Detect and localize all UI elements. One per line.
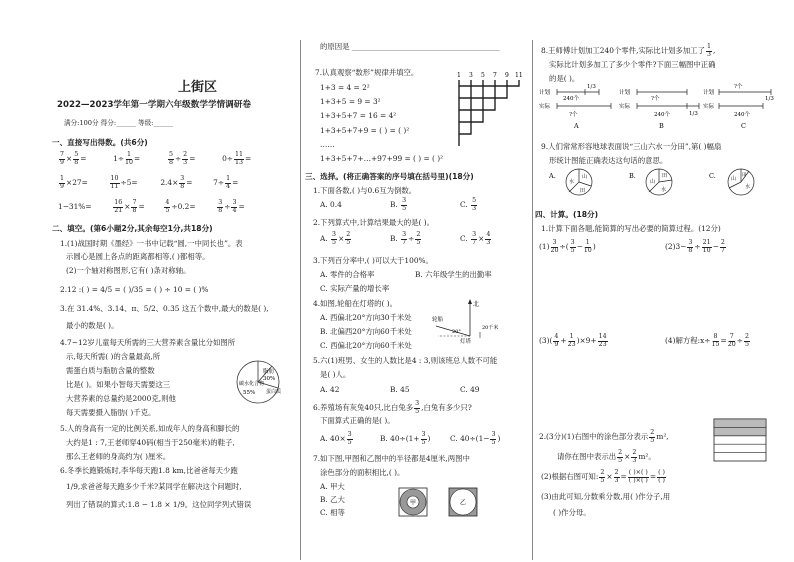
pie-option-a: A. [549,172,556,180]
section3-title: 三、选择。(将正确答案的序号填在括号里)(18分) [305,172,474,181]
calc-q2-line1: 2.(3分)(1)右图中的涂色部分表示 $\frac{2}{5}$ m², [539,429,669,444]
diagram-b-plan: 计划 [619,90,631,96]
choice-q7-b: B. 乙大 [320,495,345,504]
diagram-a-240: 240个 [563,96,579,102]
choice-q4-b: B. 北偏西20°方向60千米处 [320,327,412,336]
choice-q7-line1: 7.如下图,甲图和乙图中的半径都是4厘米,两图中 [313,454,470,463]
pie-c-field: 田 [742,173,747,178]
oral-row-1: $\frac{7}{9}$ × $\frac{5}{8}$ = 1÷ $\frac{1}{10}$ = $\frac{5}{8}$ ÷ $\frac{2}{3}$ = 0÷ $\frac{11}{13}$ = [60,151,252,166]
pie-label-carb-pct: 55% [243,390,256,396]
choice-q3: 3.下列百分率中,( )可以大于100%。 [313,256,433,265]
choice-q7-c: C. 相等 [320,508,345,517]
calc-q2-line4: (3)由此可知,分数乘分数,用( )作分子,用 [541,492,671,501]
fill-q6-line1: 6.冬季长跑锻炼时,李华每天跑1.8 km,比爸爸每天少跑 [60,466,238,475]
fill-q3-line1: 3.在 31.4%、3.14、π、5/2、0.35 这五个数中,最大的数是( ), [60,304,269,313]
grid-label-7: 7 [493,72,497,79]
choice-q3-b: B. 六年级学生的出勤率 [415,270,492,279]
pattern-line-5: …… [320,140,335,149]
pie-c-mountain: 山 [731,176,737,182]
fill-q1-line3: (2)一个轴对称图形,它有( )条对称轴。 [66,266,191,275]
diagram-c-240: 240个 [734,112,750,118]
segment-diagrams [539,84,779,130]
calc-q1-2: (2)3− $\frac{3}{8}$ ÷ $\frac{21}{10}$ − $\frac{2}{7}$ [665,239,725,254]
choice-q6-a: A. 40× $\frac{3}{5}$ [320,431,352,446]
column-divider-2 [532,40,533,560]
diagram-c-actual: 实际 [703,104,715,110]
calc-q1-title: 1.计算下面各题,能简算的写出必要的简算过程。(12分) [541,224,721,233]
pie-b-field: 田 [662,173,668,179]
left-column [52,0,292,562]
fill-q7-title: 7.认真观察“数形”规律并填空。 [315,68,419,77]
pattern-line-3: 1+3+5+7 = 16 = 4² [320,111,397,120]
fill-q5-line2: 大约是1 : 7,王老师穿40码(相当于250毫米)的鞋子, [66,438,235,447]
pie-label-carb: 碳水化合物 [239,381,265,387]
diagram-a-unknown: ?个 [569,112,578,118]
pie-b-mountain: 山 [650,179,656,185]
page-title: 上街区 [178,80,218,95]
diagram-c-plan: 计划 [703,90,715,96]
page-subtitle: 2022—2023学年第一学期六年级数学学情调研卷 [57,100,251,110]
angle-label: 20° [452,329,461,335]
pie-label-fat-pct: 30% [263,376,276,382]
diagram-a-fraction: 1/3 [587,84,596,90]
section2-title: 二、填空。(第6小题2分,其余每空1分,共18分) [52,224,213,233]
figure-label-jia: 甲 [410,499,417,507]
oral-row-2: $\frac{1}{9}$ ×27= $\frac{10}{11}$ ÷5= 2.4× $\frac{3}{8}$ = 7÷ $\frac{1}{4}$ = [60,175,239,190]
lighthouse-label: 灯塔 [460,339,472,345]
calc-q2-line3: (2)根据右图可知: $\frac{2}{5}$ × $\frac{2}{3}$ = $\frac{( )\times( )}{( )\times( )}$ = $\frac{( )}{( )}$ [541,469,665,484]
fill-q4-line6: 每天需要摄入脂肪( )千克。 [66,408,156,417]
pie-option-b: B. [629,172,636,180]
choice-q9-line2: 形统计图能正确表达这句话的意思。 [549,156,668,165]
pattern-line-1: 1+3 = 4 = 2² [320,83,370,92]
choice-q5-line1: 5.六(1)班男、女生的人数比是4 : 3,则该班总人数不可能 [313,356,498,365]
choice-q9-line1: 9.人们常常形容地球表面说“三山六水一分田”,第( )幅扇 [541,142,722,151]
diagram-a-plan: 计划 [539,90,551,96]
scale-label: 20千米 [482,325,499,331]
choice-q2-b: B. $\frac{3}{7}$ ÷ $\frac{2}{5}$ [390,231,421,246]
fill-q6-line2: 1/9,求爸爸每天跑多少千米?某同学在解决这个问题时, [66,482,242,491]
pie-label-protein: 蛋白质 [266,389,282,395]
fill-q4-line2: 示,每天所需( )的含量最高,所 [66,352,161,361]
fill-q1-line1: 1.(1)战国时期《墨经》一书中记载“圆,一中同长也”。表 [60,239,243,248]
diagram-b-unknown: ?个 [651,96,660,102]
area-model-figure [713,418,769,464]
calc-q2-line5: ( )作分母。 [553,508,591,517]
choice-q1: 1.下面各数,( )与0.6互为倒数。 [313,186,417,195]
ship-lighthouse-figure [430,296,510,344]
choice-q8-line2: 实际比计划多加工了多少个零件?下面三幅图中正确 [549,60,716,69]
choice-q1-b: B. $\frac{3}{5}$ [390,197,407,212]
ship-label: 轮船 [432,317,444,323]
fill-q6-reason: 的原因是 ________________________________________ [320,42,500,51]
pie-a-water: 水 [569,179,575,185]
grid-label-3: 3 [469,72,473,79]
choice-q3-c: C. 实际产量的增长率 [320,284,390,293]
pie-a-mountain: 山 [582,174,588,180]
choice-q7-a: A. 甲大 [320,482,345,491]
grid-label-1: 1 [457,72,461,79]
fill-q4-line1: 4.7~12岁儿童每天所需的三大营养素含量比分如图所 [60,338,236,347]
diagram-c-fraction: 1/3 [765,96,774,102]
choice-q6-line2: 下面算式正确的是( )。 [320,416,395,425]
choice-q4-c: C. 西偏北20°方向60千米处 [320,341,412,350]
grid-label-5: 5 [481,72,485,79]
diagram-a-actual: 实际 [539,104,551,110]
oral-row-3: 1−31%= $\frac{16}{21}$ × $\frac{7}{8}$ = $\frac{4}{5}$ ÷0.2= $\frac{3}{8}$ ÷ $\frac{3}{4}$ = [58,199,245,214]
choice-q4-a: A. 西偏北20°方向30千米处 [320,313,412,322]
fill-q5-line3: 那么王老师的身高约为( )厘米。 [66,452,171,461]
score-info: 满分:100分 得分:______ 等级:______ [64,119,174,127]
pie-c-water: 水 [745,184,751,190]
circle-shading-figures [397,486,507,520]
diagram-b-240: 240个 [654,112,670,118]
fill-q4-line5: 大营养素的总量约是2000克,则他 [66,394,176,403]
pattern-line-2: 1+3+5 = 9 = 3² [320,97,381,106]
diagram-b-fraction: 1/3 [689,111,698,117]
choice-q2-a: A. $\frac{3}{5}$ × $\frac{2}{5}$ [320,231,351,246]
diagram-label-b: B [659,122,664,130]
middle-column [305,0,530,562]
fill-q5-line1: 5.人的身高有一定的比例关系,如成年人的身高和脚长的 [60,424,240,433]
choice-q5-b: B. 45 [390,385,410,394]
choice-q8-line1: 8.王师傅计划加工240个零件,实际比计划多加工了 $\frac{1}{3}$ , [541,43,716,58]
pie-option-c: C. [709,172,716,180]
fill-q1-line2: 示圆心是圆上各点的距离都相等,( )都相等。 [66,252,210,261]
calc-q1-1: (1) $\frac{3}{20}$ ÷( $\frac{3}{5}$ − $\frac{1}{10}$ ) [539,239,596,254]
pie-a-field: 田 [580,188,586,194]
pie-label-fat: 脂肪 [263,369,275,375]
odd-number-grid-figure [453,70,525,150]
diagram-label-c: C [741,122,746,130]
choice-q5-line2: 是( )人。 [320,370,351,379]
choice-q6-line1: 6.养殖场有灰兔40只,比白兔多 $\frac{3}{5}$ ,白兔有多少只? [313,400,472,415]
fill-q6-line3: 列出了错误的算式:1.8 − 1.8 × 1/9。这位同学列式错误 [66,500,252,509]
earth-pie-options [549,166,779,202]
choice-q5-a: A. 42 [320,385,340,394]
pie-b-water: 水 [661,187,667,193]
figure-label-yi: 乙 [460,499,467,507]
pattern-line-4: 1+3+5+7+9 = ( ) = ( )² [320,126,410,135]
diagram-c-unknown: ?个 [734,84,743,90]
choice-q4: 4.如图,轮船在灯塔的( )。 [313,299,398,308]
calc-q1-4: (4)解方程:x÷ $\frac{8}{15}$ = $\frac{7}{20}$ ÷ $\frac{2}{5}$ [665,333,749,348]
choice-q5-c: C. 49 [460,385,480,394]
section4-title: 四、计算。(18分) [535,210,599,219]
choice-q1-a: A. 0.4 [320,200,342,209]
fill-q4-line3: 需蛋白质与脂肪含量的整数 [66,366,155,375]
right-column [535,0,780,562]
choice-q1-c: C. $\frac{5}{3}$ [460,197,477,212]
fill-q4-line4: 比是( )。如果小智每天需要这三 [66,380,171,389]
fill-q2: 2.12 :( ) = 4/5 = ( )/35 = ( ) ÷ 10 = ( )% [60,285,209,294]
grid-label-9: 9 [505,72,509,79]
choice-q6-b: B. 40÷(1+ $\frac{3}{5}$ ) [380,431,431,446]
choice-q3-a: A. 零件的合格率 [320,270,375,279]
diagram-b-actual: 实际 [619,104,631,110]
fill-q3-line2: 最小的数是( )。 [66,321,119,330]
choice-q7-line2: 涂色部分的面积相比,( )。 [320,468,405,477]
column-divider-1 [300,40,301,560]
choice-q8-line3: 的是( )。 [549,74,580,83]
calc-q1-3: (3)( $\frac{4}{9}$ + $\frac{1}{23}$ )×9+ $\frac{14}{23}$ [539,333,607,348]
calc-q2-line2: 请你在图中表示出 $\frac{2}{5}$ × $\frac{2}{3}$ m²。 [557,449,656,464]
choice-q2: 2.下列算式中,计算结果最大的是( )。 [313,218,434,227]
grid-label-11: 11 [515,72,523,79]
north-label: 北 [473,301,480,308]
section1-title: 一、直接写出得数。(共6分) [52,138,148,147]
choice-q6-c: C. 40÷(1− $\frac{3}{5}$ ) [450,431,501,446]
choice-q2-c: C. $\frac{3}{7}$ × $\frac{4}{3}$ [460,231,491,246]
nutrient-pie-chart [230,358,290,408]
pattern-line-6: 1+3+5+7+…+97+99 = ( ) = ( )² [320,154,444,163]
diagram-label-a: A [574,122,579,130]
